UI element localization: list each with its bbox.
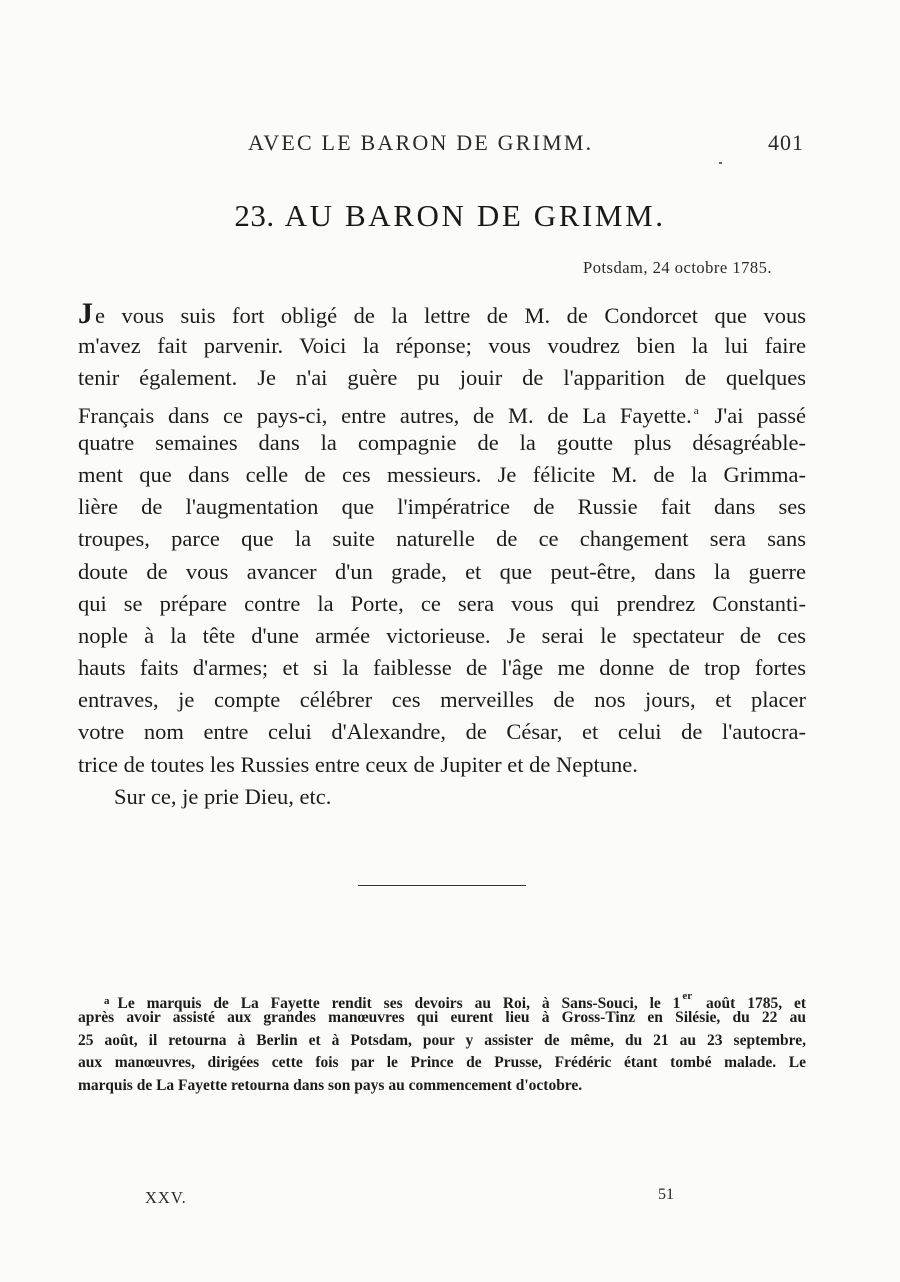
body-line-text: Français dans ce pays-ci, entre autres, de M. de La Fayette. bbox=[78, 402, 692, 428]
body-line: nople à la tête d'une armée victorieuse. Je serai le spectateur de ces bbox=[78, 622, 806, 648]
sheet-signature: XXV. bbox=[145, 1188, 187, 1207]
body-line: troupes, parce que la suite naturelle de ce changement sera sans bbox=[78, 526, 806, 552]
footnote-mark: a bbox=[104, 995, 110, 1007]
letter-body bbox=[78, 298, 806, 813]
body-line-text: J'ai passé bbox=[714, 402, 806, 428]
footnote-text: août 1785, et bbox=[706, 995, 807, 1012]
body-line: hauts faits d'armes; et si la faiblesse de l'âge me donne de trop fortes bbox=[78, 655, 806, 681]
footnote bbox=[78, 985, 806, 1097]
speck bbox=[719, 162, 722, 164]
dateline: Potsdam, 24 octobre 1785. bbox=[583, 258, 772, 277]
sheet-number: 51 bbox=[658, 1186, 674, 1203]
body-line-text: e vous suis fort obligé de la lettre de M. de Condorcet que vous bbox=[95, 303, 806, 328]
body-line: doute de vous avancer d'un grade, et que peut-être, dans la guerre bbox=[78, 558, 806, 584]
body-line: entraves, je compte célébrer ces merveilles de nos jours, et placer bbox=[78, 687, 806, 713]
body-line: trice de toutes les Russies entre ceux de Jupiter et de Neptune. bbox=[78, 751, 638, 777]
footnote-line bbox=[78, 985, 807, 1012]
footnote-line: marquis de La Fayette retourna dans son pays au commencement d'octobre. bbox=[78, 1076, 583, 1094]
superscript: er bbox=[682, 990, 693, 1002]
footnote-line: 25 août, il retourna à Berlin et à Potsdam, pour y assister de même, du 21 au 23 septembre, bbox=[78, 1031, 806, 1049]
body-line: m'avez fait parvenir. Voici la réponse; vous voudrez bien la lui faire bbox=[78, 333, 806, 359]
footnote-text: Le marquis de La Fayette rendit ses devoirs au Roi, à Sans-Souci, le 1 bbox=[117, 995, 681, 1012]
body-line: qui se prépare contre la Porte, ce sera vous qui prendrez Constanti- bbox=[78, 590, 806, 616]
page-number: 401 bbox=[768, 130, 804, 155]
body-line: quatre semaines dans la compagnie de la goutte plus désagréable- bbox=[78, 429, 806, 455]
body-line bbox=[78, 395, 806, 427]
footnote-line: après avoir assisté aux grandes manœuvres qui eurent lieu à Gross-Tinz en Silésie, du 22 au bbox=[78, 1009, 806, 1027]
letter-title bbox=[0, 198, 900, 234]
footnote-line: aux manœuvres, dirigées cette fois par le Prince de Prusse, Frédéric étant tombé malade. Le bbox=[78, 1054, 806, 1072]
running-head: AVEC LE BARON DE GRIMM. bbox=[248, 130, 594, 155]
body-line: lière de l'augmentation que l'impératrice de Russie fait dans ses bbox=[78, 494, 806, 520]
body-line: ment que dans celle de ces messieurs. Je félicite M. de la Grimma- bbox=[78, 461, 806, 487]
letter-title-text: AU BARON DE GRIMM. bbox=[284, 198, 666, 233]
footnote-reference[interactable]: a bbox=[693, 404, 699, 417]
section-divider bbox=[358, 885, 526, 886]
letter-number: 23. bbox=[234, 198, 275, 233]
body-line bbox=[78, 298, 806, 330]
body-line: votre nom entre celui d'Alexandre, de César, et celui de l'autocra- bbox=[78, 719, 806, 745]
closing-line: Sur ce, je prie Dieu, etc. bbox=[114, 783, 332, 809]
drop-cap: J bbox=[78, 297, 93, 330]
body-line: tenir également. Je n'ai guère pu jouir de l'apparition de quelques bbox=[78, 365, 806, 391]
